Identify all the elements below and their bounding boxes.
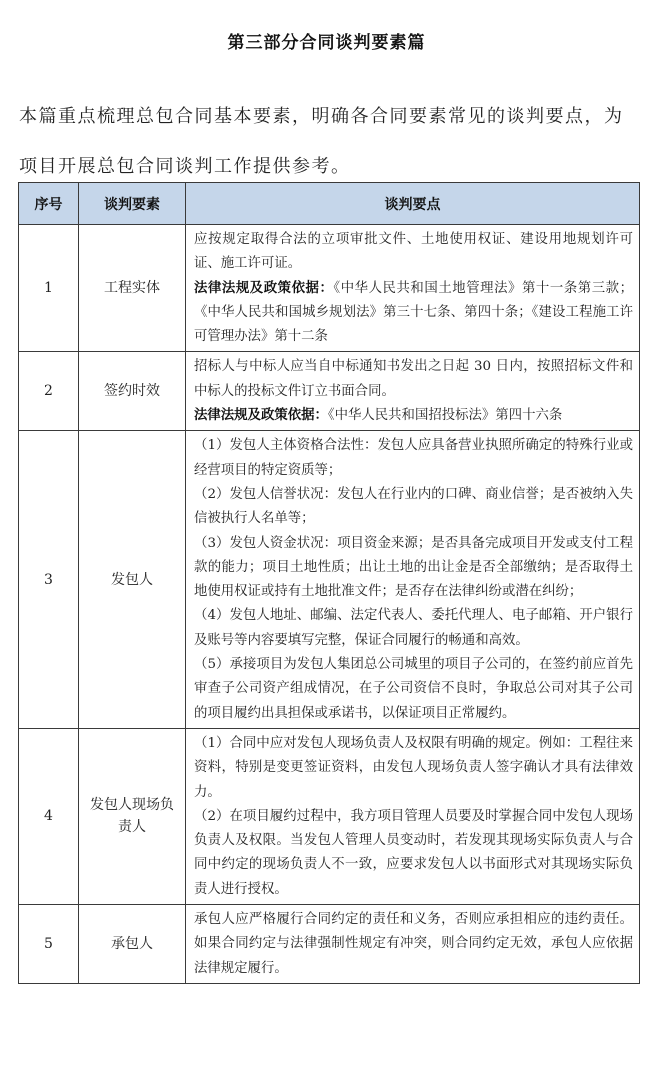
row-element: 签约时效 [79,352,186,431]
table-header-row [19,183,640,225]
page-title: 第三部分合同谈判要素篇 [227,33,426,53]
row-points [186,352,640,431]
legal-basis-text: 《中华人民共和国招投标法》第四十六条 [327,408,563,424]
point-text: 招标人与中标人应当自中标通知书发出之日起 30 日内，按照招标文件和中标人的投标文件订立书面合同。 [194,359,633,399]
row-element: 工程实体 [79,225,186,352]
point-text: （4）发包人地址、邮编、法定代表人、委托代理人、电子邮箱、开户银行及账号等内容要填写完整，保证合同履行的畅通和高效。 [194,608,633,648]
point-text: （2）在项目履约过程中，我方项目管理人员要及时掌握合同中发包人现场负责人及权限。当发包人管理人员变动时，若发现其现场实际负责人与合同中约定的现场负责人不一致，应要求发包人以书面形式对其现场实际负责人进行授权。 [194,808,633,897]
header-points: 谈判要点 [186,183,640,225]
point-text: （3）发包人资金状况：项目资金来源；是否具备完成项目开发或支付工程款的能力；项目土地性质；出让土地的出让金是否全部缴纳；是否取得土地使用权证或持有土地批准文件；是否存在法律纠纷或潜在纠纷； [194,535,633,600]
header-element: 谈判要素 [79,183,186,225]
negotiation-table [18,182,640,984]
header-serial: 序号 [19,183,79,225]
table-row [19,905,640,984]
row-number: 1 [19,225,79,352]
point-text: （5）承接项目为发包人集团总公司城里的项目子公司的，在签约前应首先审查子公司资产组成情况，在子公司资信不良时，争取总公司对其子公司的项目履约出具担保或承诺书，以保证项目正常履约。 [194,657,633,721]
row-element: 发包人 [79,431,186,729]
legal-basis-text: 《中华人民共和国土地管理法》第十一条第三款；《中华人民共和国城乡规划法》第三十七条、第四十条；《建设工程施工许可管理办法》第十二条 [194,280,633,345]
row-points [186,905,640,984]
row-number: 4 [19,728,79,904]
row-points [186,728,640,904]
row-element: 承包人 [79,905,186,984]
table-row [19,225,640,352]
row-number: 5 [19,905,79,984]
point-text: （1）发包人主体资格合法性：发包人应具备营业执照所确定的特殊行业或经营项目的特定资质等； [194,438,633,478]
table-row [19,431,640,729]
row-points [186,431,640,729]
legal-basis [194,404,633,428]
point-text: （2）发包人信誉状况：发包人在行业内的口碑、商业信誉；是否被纳入失信被执行人名单等； [194,486,633,527]
row-element: 发包人现场负责人 [79,728,186,904]
row-number: 3 [19,431,79,729]
legal-basis-label: 法律法规及政策依据： [194,280,334,296]
point-text: 应按规定取得合法的立项审批文件、土地使用权证、建设用地规划许可证、施工许可证。 [194,232,633,272]
legal-basis-label: 法律法规及政策依据： [194,408,328,424]
row-number: 2 [19,352,79,431]
point-text: （1）合同中应对发包人现场负责人及权限有明确的规定。例如：工程往来资料，特别是变更签证资料，由发包人现场负责人签字确认才具有法律效力。 [194,735,633,800]
intro-paragraph: 本篇重点梳理总包合同基本要素，明确各合同要素常见的谈判要点，为项目开展总包合同谈判工作提供参考。 [19,106,624,177]
table-row [19,352,640,431]
table-row [19,728,640,904]
point-text: 承包人应严格履行合同约定的责任和义务，否则应承担相应的违约责任。如果合同约定与法律强制性规定有冲突，则合同约定无效，承包人应依据法律规定履行。 [194,912,633,976]
row-points [186,225,640,352]
legal-basis [194,277,633,350]
